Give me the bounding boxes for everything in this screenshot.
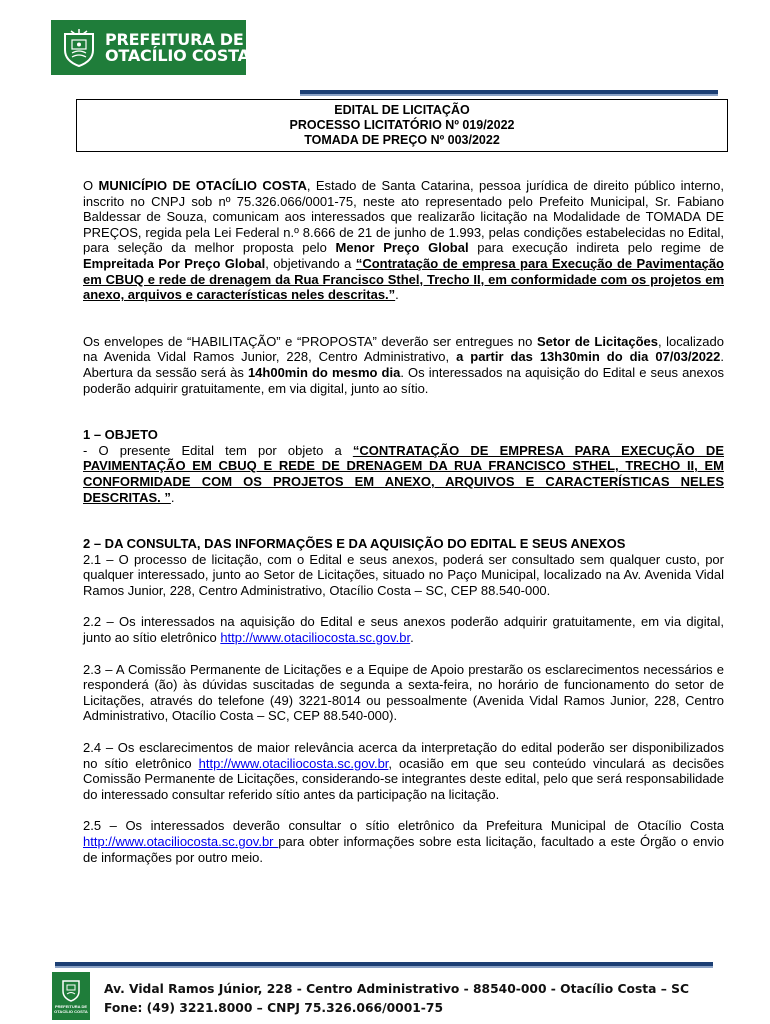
- site-link[interactable]: http://www.otaciliocosta.sc.gov.br: [220, 630, 411, 646]
- title-line-processo: PROCESSO LICITATÓRIO Nº 019/2022: [289, 118, 515, 132]
- site-link[interactable]: http://www.otaciliocosta.sc.gov.br: [83, 834, 279, 849]
- site-link[interactable]: http://www.otaciliocosta.sc.gov.br: [198, 755, 389, 771]
- document-body: [83, 178, 724, 865]
- logo-wordmark: [105, 29, 250, 65]
- intro-paragraph-2: Os envelopes de “HABILITAÇÃO” e “PROPOSTA” deverão ser entregues no Setor de Licitações, localizado na Avenida Vidal Ramos Junior, 228, Centro Administrativo, a partir das 13h30min do dia 07/03/2022. Abertura da sessão será às 14h00min do mesmo dia. Os interessados na aquisição do Edital e seus anexos poderão adquirir gratuitamente, em via digital, junto ao sítio.: [83, 333, 725, 396]
- title-line-tomada: TOMADA DE PREÇO Nº 003/2022: [304, 133, 500, 147]
- footer-logo: [52, 972, 90, 1020]
- section-2-heading: 2 – DA CONSULTA, DAS INFORMAÇÕES E DA AQUISIÇÃO DO EDITAL E SEUS ANEXOS: [83, 536, 626, 552]
- logo-line1: PREFEITURA DE: [105, 29, 244, 49]
- clause-2-2: 2.2 – Os interessados na aquisição do Edital e seus anexos poderão adquirir gratuitamente, em via digital, junto ao sítio eletrônico http://www.otaciliocosta.sc.gov.br.: [83, 614, 724, 646]
- footer-logo-wordmark: PREFEITURA DE OTACÍLIO COSTA: [54, 1004, 88, 1014]
- coat-of-arms-icon: [61, 978, 81, 1002]
- section-1-heading: 1 – OBJETO: [83, 427, 158, 443]
- logo-line2: OTACÍLIO COSTA: [105, 45, 250, 65]
- footer-rule: [55, 962, 713, 966]
- header-rule: [300, 90, 718, 94]
- clause-2-4: 2.4 – Os esclarecimentos de maior relevância acerca da interpretação do edital poderão ser disponibilizados no sítio eletrônico http://www.otaciliocosta.sc.gov.br, ocasião em que seu conteúdo vinculará as decisões Comissão Permanente de Licitações, considerando-se integrantes deste edital, pelo que será responsabilidade do interessado consultar referido sítio antes da participação na licitação.: [83, 740, 725, 802]
- clause-2-1: 2.1 – O processo de licitação, com o Edital e seus anexos, poderá ser consultado sem qualquer custo, por qualquer interessado, junto ao Setor de Licitações, situado no Paço Municipal, localizado na Av. Avenida Vidal Ramos Junior, 228, Centro Administrativo, Otacílio Costa – SC, CEP 88.540-000.: [83, 551, 724, 598]
- section-1-text: - O presente Edital tem por objeto a “CONTRATAÇÃO DE EMPRESA PARA EXECUÇÃO DE PAVIMENTAÇÃO EM CBUQ E REDE DE DRENAGEM DA RUA FRANCISCO STHEL, TRECHO II, EM CONFORMIDADE COM OS PROJETOS EM ANEXO, ARQUIVOS E CARACTERÍSTICAS NELES DESCRITAS. ”.: [83, 442, 724, 505]
- title-line-edital: EDITAL DE LICITAÇÃO: [334, 103, 470, 117]
- header-logo: [51, 20, 250, 75]
- clause-2-5: 2.5 – Os interessados deverão consultar o sítio eletrônico da Prefeitura Municipal de Otacílio Costa http://www.otaciliocosta.sc.gov.br para obter informações sobre esta licitação, facultado a este Órgão o envio de informações por outro meio.: [83, 818, 725, 865]
- intro-paragraph-1: O MUNICÍPIO DE OTACÍLIO COSTA, Estado de Santa Catarina, pessoa jurídica de direito público interno, inscrito no CNPJ sob nº 75.326.066/0001-75, neste ato representado pelo Prefeito Municipal, Sr. Fabiano Baldessar de Souza, comunicam aos interessados que realizarão licitação na Modalidade de TOMADA DE PREÇOS, regida pela Lei Federal n.º 8.666 de 21 de junho de 1.993, pelas condições estabelecidas no Edital, para seleção da melhor proposta pelo Menor Preço Global para execução indireta pelo regime de Empreitada Por Preço Global, objetivando a “Contratação de empresa para Execução de Pavimentação em CBUQ e rede de drenagem da Rua Francisco Sthel, Trecho II, em conformidade com os projetos em anexo, arquivos e características neles descritas.”.: [83, 178, 724, 303]
- document-title-box: [76, 99, 728, 152]
- clause-2-3: 2.3 – A Comissão Permanente de Licitações e a Equipe de Apoio prestarão os esclarecimentos necessários e responderá (ão) às dúvidas suscitadas de segunda a sexta-feira, no horário de funcionamento do setor de Licitações, através do telefone (49) 3221-8014 ou pessoalmente (Avenida Vidal Ramos Junior, 228, Centro Administrativo, Otacílio Costa – SC, CEP 88.540-000).: [83, 661, 724, 724]
- footer-phone-cnpj: Fone: (49) 3221.8000 – CNPJ 75.326.066/0001-75: [104, 1001, 444, 1015]
- coat-of-arms-icon: [61, 28, 97, 68]
- footer-address: Av. Vidal Ramos Júnior, 228 - Centro Administrativo - 88540-000 - Otacílio Costa – SC: [104, 982, 690, 996]
- footer-contact: [104, 980, 689, 1018]
